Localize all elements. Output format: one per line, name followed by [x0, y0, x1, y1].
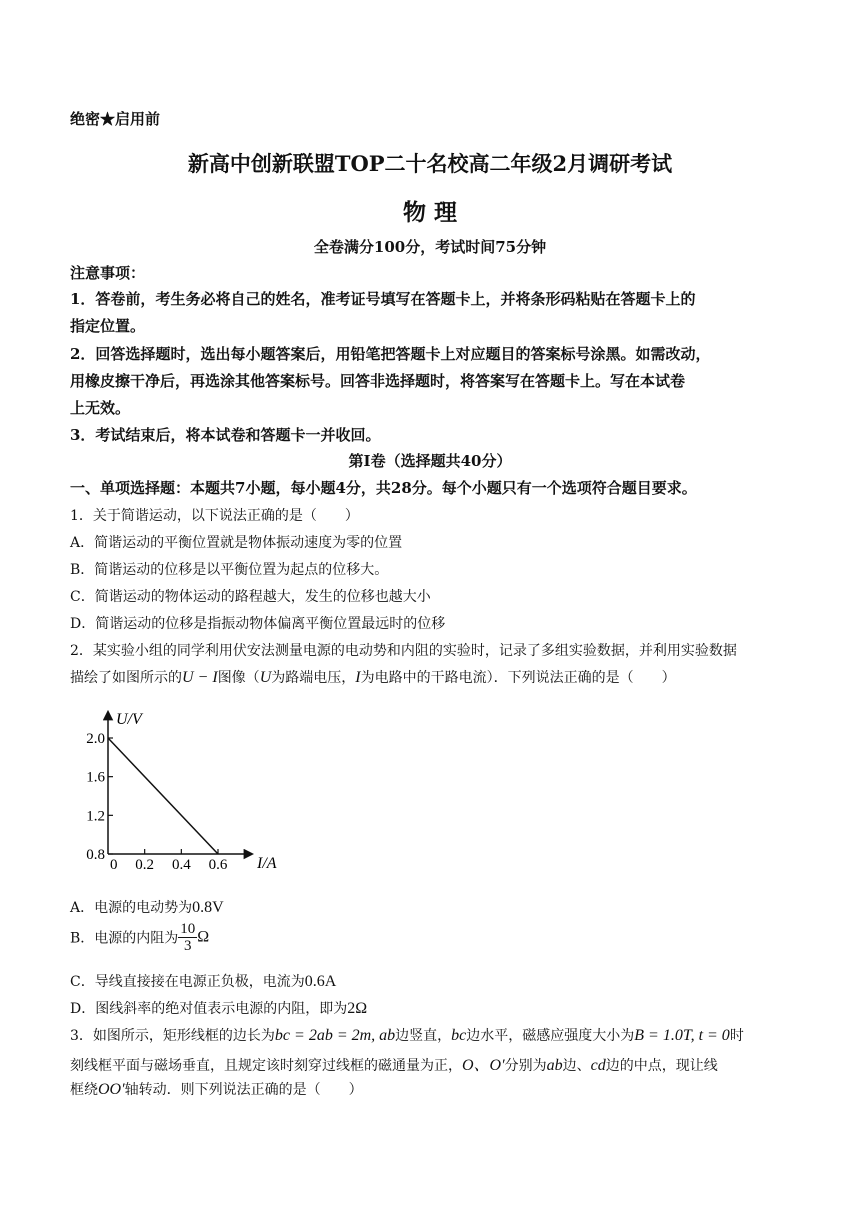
q3-text: 刻线框平面与磁场垂直，且规定该时刻穿过线框的磁通量为正，: [70, 1058, 462, 1074]
note-2-line-1: 2．回答选择题时，选出每小题答案后，用铅笔把答题卡上对应题目的答案标号涂黑。如需改动，: [70, 345, 711, 363]
option-text: B．电源的内阻为: [70, 930, 179, 947]
q2-math-ui: U − I: [182, 669, 218, 686]
note-3: 3．考试结束后，将本试卷和答题卡一并收回。: [70, 426, 381, 444]
q2-math-u: U: [259, 669, 272, 686]
q2-stem-line-1: 2．某实验小组的同学利用伏安法测量电源的电动势和内阻的实验时，记录了多组实验数据，并利用实验数据: [70, 643, 737, 659]
exam-info: 全卷满分100分，考试时间75分钟: [313, 238, 547, 256]
exam-title: 新高中创新联盟TOP二十名校高二年级2月调研考试: [187, 151, 673, 176]
q2-text: 图像（: [217, 670, 260, 686]
q2-math-i: I: [355, 669, 361, 686]
ui-chart: [74, 702, 304, 882]
q3-math: ab: [546, 1057, 563, 1074]
fraction: [178, 921, 197, 954]
q2-option-c: [70, 971, 336, 991]
q1-option-a: A．简谐运动的平衡位置就是物体振动速度为零的位置: [70, 535, 403, 551]
q1-option-b: B．简谐运动的位移是以平衡位置为起点的位移大。: [70, 562, 389, 578]
series-line: [108, 738, 218, 854]
note-2-line-2: 用橡皮擦干净后，再选涂其他答案标号。回答非选择题时，将答案写在答题卡上。写在本试卷: [70, 372, 686, 390]
x-tick-label: 0.6: [208, 857, 228, 873]
q3-math: cd: [590, 1057, 606, 1074]
secret-label: 绝密★启用前: [70, 110, 161, 128]
option-text: D．图线斜率的绝对值表示电源的内阻，即为: [70, 1001, 348, 1017]
y-tick-label: 2.0: [86, 731, 105, 747]
q3-stem-line-2: [70, 1052, 718, 1075]
q3-math: O、O′: [462, 1057, 505, 1074]
x-tick-label: 0.4: [171, 857, 191, 873]
q3-text: 边的中点，现让线: [605, 1058, 718, 1074]
q3-text: 轴转动．则下列说法正确的是（ ）: [124, 1082, 363, 1098]
option-text: C．导线直接接在电源正负极，电流为: [70, 974, 305, 990]
q3-math: B = 1.0T, t = 0: [634, 1027, 730, 1044]
option-text: A．电源的电动势为: [70, 900, 193, 916]
q3-text: 边水平，磁感应强度大小为: [466, 1028, 635, 1044]
q3-text: 3．如图所示，矩形线框的边长为: [70, 1028, 275, 1044]
y-tick-label: 1.6: [86, 769, 105, 786]
q3-math: OO′: [98, 1081, 125, 1098]
section-heading: 一、单项选择题：本题共7小题，每小题4分，共28分。每个小题只有一个选项符合题目要求。: [70, 479, 697, 497]
option-value: 2Ω: [347, 1000, 368, 1017]
note-2-line-3: 上无效。: [70, 399, 131, 417]
q3-stem-line-3: [70, 1079, 363, 1099]
q2-option-d: [70, 998, 367, 1018]
q3-text: 分别为: [504, 1058, 547, 1074]
q3-math: bc = 2ab = 2m, ab: [274, 1027, 396, 1044]
q1-option-d: D．简谐运动的位移是指振动物体偏离平衡位置最远时的位移: [70, 616, 446, 632]
y-tick-label: 1.2: [86, 808, 105, 825]
q3-stem-line-1: [70, 1025, 744, 1045]
q1-stem: 1．关于简谐运动，以下说法正确的是（ ）: [70, 508, 359, 524]
y-tick-label: 0.8: [86, 847, 105, 863]
note-1-line-2: 指定位置。: [70, 317, 146, 335]
q2-text: 为路端电压，: [271, 670, 356, 686]
q3-text: 边竖直，: [395, 1028, 452, 1044]
option-value: 0.8V: [192, 899, 224, 916]
notes-heading: 注意事项：: [70, 264, 146, 282]
q3-text: 边、: [562, 1058, 591, 1074]
q3-text: 时: [729, 1028, 744, 1044]
option-value: 0.6A: [304, 973, 337, 990]
q2-text: 描绘了如图所示的: [70, 670, 182, 686]
q2-option-b: [70, 921, 209, 954]
y-axis-label: U/V: [116, 711, 142, 728]
x-tick-label: 0.2: [135, 857, 155, 873]
x-tick-label: 0: [110, 857, 118, 873]
q3-text: 框绕: [70, 1082, 98, 1098]
option-unit: Ω: [197, 928, 210, 946]
fraction-numerator: 10: [180, 921, 196, 937]
subject-title: 物 理: [402, 199, 457, 226]
note-1-line-1: 1．答卷前，考生务必将自己的姓名，准考证号填写在答题卡上，并将条形码粘贴在答题卡上的: [70, 290, 696, 308]
x-axis-label: I/A: [257, 855, 277, 872]
q3-math: bc: [451, 1027, 467, 1044]
fraction-denominator: 3: [184, 938, 192, 954]
q2-text: 为电路中的干路电流）．下列说法正确的是（ ）: [360, 670, 676, 686]
q2-option-a: [70, 897, 224, 917]
q2-stem-line-2: [70, 667, 676, 687]
q1-option-c: C．简谐运动的物体运动的路程越大，发生的位移也越大小: [70, 589, 431, 605]
part1-title: 第Ⅰ卷（选择题共40分）: [348, 452, 512, 470]
